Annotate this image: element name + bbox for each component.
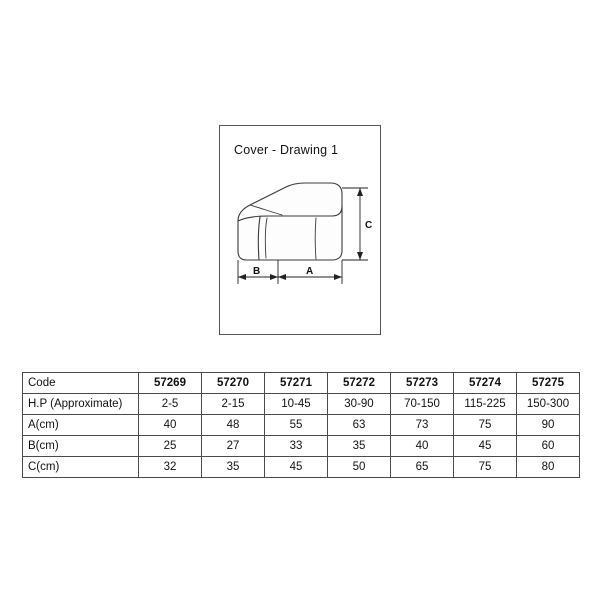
table-cell: 45 [265, 457, 328, 478]
table-header-cell: 57270 [202, 373, 265, 394]
table-cell: 75 [454, 457, 517, 478]
row-label: C(cm) [23, 457, 139, 478]
table-cell: 150-300 [517, 394, 580, 415]
table-header-cell: 57271 [265, 373, 328, 394]
table-cell: 2-5 [139, 394, 202, 415]
table-header-cell: 57274 [454, 373, 517, 394]
table-cell: 10-45 [265, 394, 328, 415]
table-cell: 65 [391, 457, 454, 478]
dimension-label-a: A [306, 266, 314, 277]
row-label: B(cm) [23, 436, 139, 457]
table-cell: 33 [265, 436, 328, 457]
drawing-title: Cover - Drawing 1 [234, 143, 339, 157]
table-cell: 25 [139, 436, 202, 457]
row-label: H.P (Approximate) [23, 394, 139, 415]
table-cell: 27 [202, 436, 265, 457]
dimension-label-c: C [365, 220, 373, 231]
drawing-panel [219, 125, 381, 335]
table-cell: 73 [391, 415, 454, 436]
table-cell: 40 [139, 415, 202, 436]
table-row [23, 457, 580, 478]
table-header-cell: Code [23, 373, 139, 394]
table-header-cell: 57273 [391, 373, 454, 394]
dimension-label-b: B [253, 266, 261, 277]
table-header-row [23, 373, 580, 394]
table-row [23, 415, 580, 436]
table-cell: 55 [265, 415, 328, 436]
table-cell: 70-150 [391, 394, 454, 415]
table-cell: 45 [454, 436, 517, 457]
table-header-cell: 57269 [139, 373, 202, 394]
table-cell: 35 [202, 457, 265, 478]
table-cell: 115-225 [454, 394, 517, 415]
table-cell: 48 [202, 415, 265, 436]
table-cell: 75 [454, 415, 517, 436]
cover-illustration [220, 126, 380, 334]
table-row [23, 436, 580, 457]
table-cell: 30-90 [328, 394, 391, 415]
table-cell: 35 [328, 436, 391, 457]
table-cell: 50 [328, 457, 391, 478]
table-header-cell: 57275 [517, 373, 580, 394]
table-cell: 90 [517, 415, 580, 436]
specification-table [22, 372, 580, 478]
table-row [23, 394, 580, 415]
table-cell: 63 [328, 415, 391, 436]
table-cell: 32 [139, 457, 202, 478]
table-cell: 40 [391, 436, 454, 457]
table-cell: 60 [517, 436, 580, 457]
row-label: A(cm) [23, 415, 139, 436]
table-cell: 80 [517, 457, 580, 478]
table-cell: 2-15 [202, 394, 265, 415]
table-header-cell: 57272 [328, 373, 391, 394]
